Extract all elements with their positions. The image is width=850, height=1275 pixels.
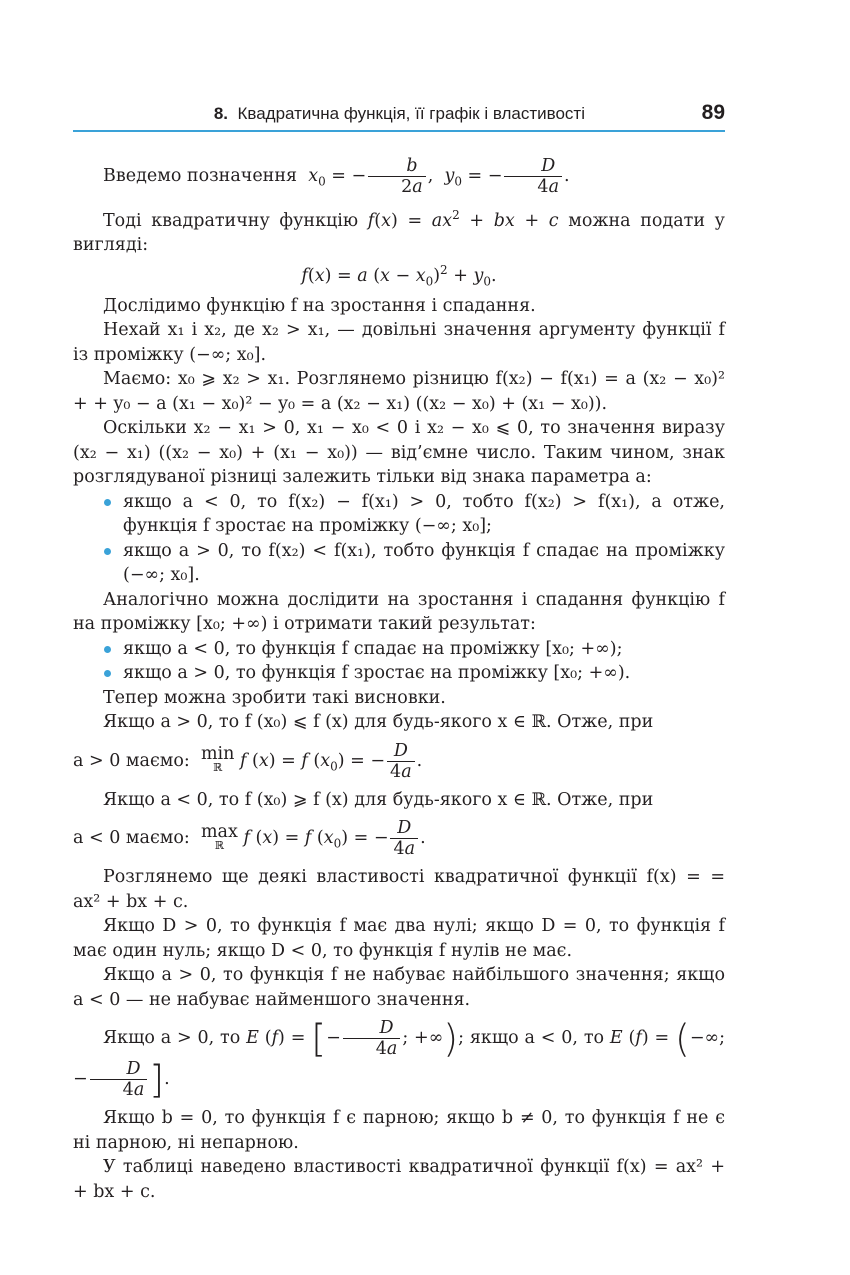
paragraph-roots: Якщо D > 0, то функція f має два нулі; якщо D = 0, то функція f має один нуль; якщо D < 0, то функція f нулів не має.	[73, 916, 725, 961]
paragraph-extreme: Якщо a > 0, то функція f не набуває найбільшого значення; якщо a < 0 — не набуває найменшого значення.	[73, 965, 725, 1010]
bullet-icon	[104, 670, 111, 677]
paragraph-more: Розглянемо ще деякі властивості квадратичної функції f(x) = = ax² + bx + c.	[73, 867, 725, 912]
bullet-icon	[104, 499, 111, 506]
paragraph-let: Нехай x₁ і x₂, де x₂ > x₁, — довільні значення аргументу функції f із проміжку (−∞; x₀].	[73, 320, 725, 365]
paragraph-conclude: Тепер можна зробити такі висновки.	[103, 687, 446, 708]
list-item: якщо a > 0, то f(x₂) < f(x₁), тобто функція f спадає на проміжку (−∞; x₀].	[73, 539, 725, 588]
min-formula: a > 0 маємо: min ℝ f (x) = f $(x_0)$ = − $\frac{D}{4a}$ .	[73, 740, 423, 782]
paragraph-analog: Аналогічно можна дослідити на зростання і спадання функцію f на проміжку [x₀; +∞) і отримати такий результат:	[73, 589, 725, 635]
page-body	[73, 150, 725, 1204]
paragraph-table: У таблиці наведено властивості квадратичної функції f(x) = ax² + + bx + c.	[73, 1157, 725, 1202]
paragraph-if-negative: Якщо a < 0, то f (x₀) ⩾ f (x) для будь-якого x ∈ ℝ. Отже, при	[103, 789, 654, 810]
paragraph-if-positive: Якщо a > 0, то f (x₀) ⩽ f (x) для будь-якого x ∈ ℝ. Отже, при	[103, 712, 654, 733]
paragraph-study: Дослідимо функцію f на зростання і спадання.	[103, 295, 536, 316]
bullet-icon	[104, 548, 111, 555]
max-formula: a < 0 маємо: max ℝ f (x) = f $(x_0)$ = − $\frac{D}{4a}$ .	[73, 818, 426, 860]
list-item: якщо a < 0, то функція f спадає на проміжку [x₀; +∞);	[73, 637, 725, 662]
intro-definitions: Введемо позначення $x_0$ = − $\frac{b}{2a}$ , $y_0$ = − $\frac{D}{4a}$ .	[103, 156, 570, 197]
page-header	[73, 100, 725, 132]
section-title: 8. Квадратична функція, її графік і властивості	[213, 104, 585, 123]
list-item: якщо a > 0, то функція f зростає на проміжку [x₀; +∞).	[73, 661, 725, 686]
vertex-form: f(x) = a $(x - x_0)^2 + y_0$.	[301, 262, 497, 289]
range-formula: Якщо a > 0, то E (f) = [− $\frac{D}{4a}$ ; +∞); якщо a < 0, то E (f) = (−∞; − $\frac{D}{4a}$ ].	[73, 1016, 725, 1102]
paragraph-parity: Якщо b = 0, то функція f є парною; якщо b ≠ 0, то функція f не є ні парною, ні непарною.	[73, 1108, 725, 1153]
paragraph-have: Маємо: x₀ ⩾ x₂ > x₁. Розглянемо різницю f(x₂) − f(x₁) = a (x₂ − x₀)² + + y₀ − a (x₁ − x₀)² − y₀ = a (x₂ − x₁) ((x₂ − x₀) + (x₁ − x₀)).	[73, 369, 725, 414]
page-number: 89	[701, 101, 725, 124]
paragraph-form: Тоді квадратичну функцію $f(x) = ax^2$ + bx + c можна подати у вигляді:	[73, 208, 725, 256]
list-item: якщо a < 0, то f(x₂) − f(x₁) > 0, тобто f(x₂) > f(x₁), а отже, функція f зростає на проміжку (−∞; x₀];	[73, 490, 725, 539]
paragraph-since: Оскільки x₂ − x₁ > 0, x₁ − x₀ < 0 і x₂ − x₀ ⩽ 0, то значення виразу (x₂ − x₁) ((x₂ − x₀) + (x₁ − x₀)) — від’ємне число. Таким чином, знак розглядуваної різниці залежить тільки від знака параметра a:	[73, 418, 725, 488]
bullet-icon	[104, 646, 111, 653]
